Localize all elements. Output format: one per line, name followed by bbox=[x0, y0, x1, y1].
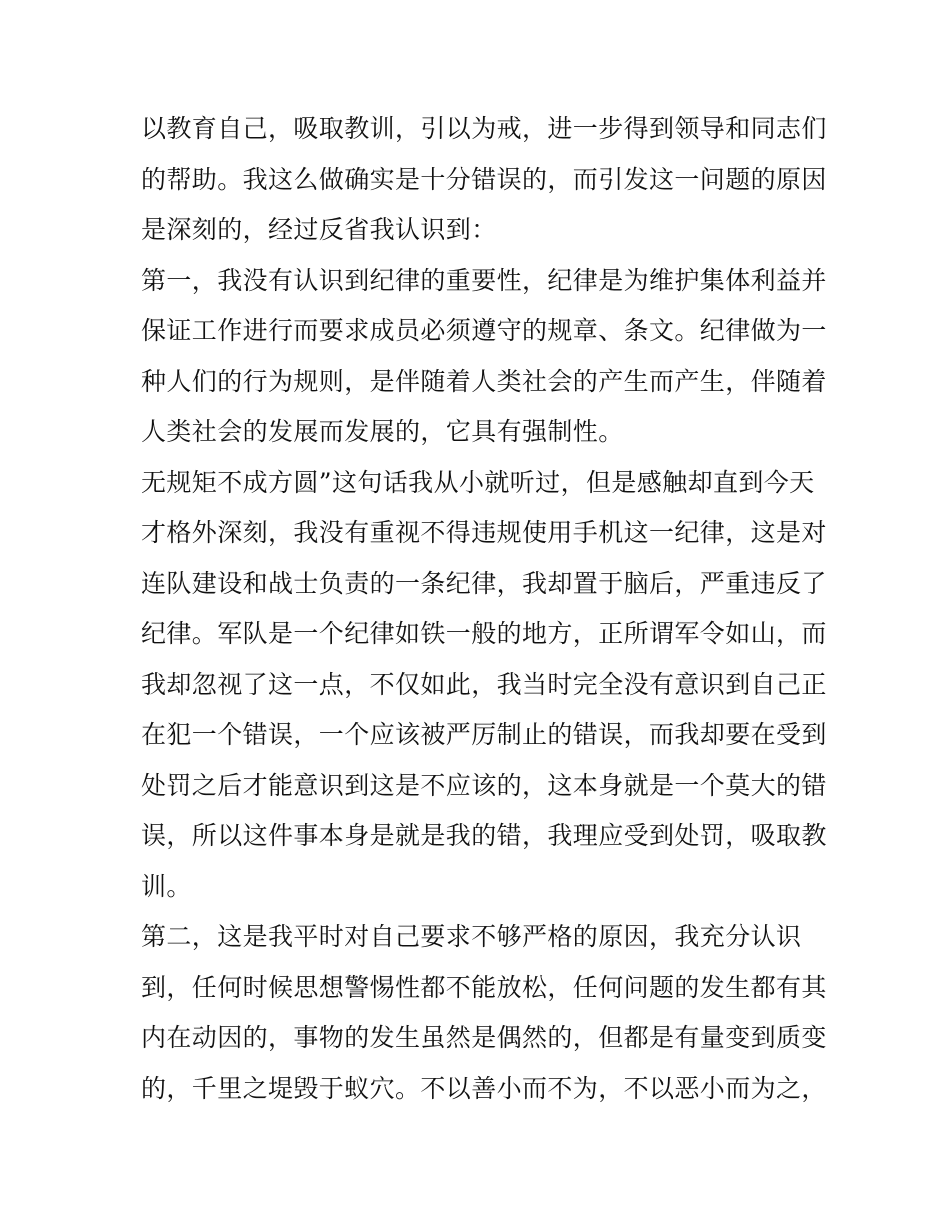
text-line: 的帮助。我这么做确实是十分错误的，而引发这一问题的原因 bbox=[141, 164, 827, 194]
text-line: 纪律。军队是一个纪律如铁一般的地方，正所谓军令如山，而 bbox=[141, 619, 827, 648]
text-line: 处罚之后才能意识到这是不应该的，这本身就是一个莫大的错 bbox=[141, 770, 827, 800]
text-line: 连队建设和战士负责的一条纪律，我却置于脑后，严重违反了 bbox=[141, 568, 827, 598]
text-line: 误，所以这件事本身是就是我的错，我理应受到处罚，吸取教 bbox=[141, 821, 827, 850]
text-line: 保证工作进行而要求成员必须遵守的规章、条文。纪律做为一 bbox=[141, 316, 827, 345]
body-text bbox=[141, 104, 831, 1114]
text-line: 在犯一个错误，一个应该被严厉制止的错误，而我却要在受到 bbox=[141, 720, 827, 749]
text-line: 种人们的行为规则，是伴随着人类社会的产生而产生，伴随着 bbox=[141, 366, 827, 396]
text-line: 才格外深刻，我没有重视不得违规使用手机这一纪律，这是对 bbox=[141, 518, 827, 547]
text-line: 无规矩不成方圆”这句话我从小就听过，但是感触却直到今天 bbox=[141, 467, 815, 497]
text-line: 以教育自己，吸取教训，引以为戒，进一步得到领导和同志们 bbox=[141, 114, 827, 143]
text-line: 是深刻的，经过反省我认识到： bbox=[141, 215, 497, 244]
text-line: 第二，这是我平时对自己要求不够严格的原因，我充分认识 bbox=[141, 922, 802, 951]
text-line: 到，任何时候思想警惕性都不能放松，任何问题的发生都有其 bbox=[141, 972, 827, 1002]
text-line: 训。 bbox=[141, 871, 192, 901]
text-line: 人类社会的发展而发展的，它具有强制性。 bbox=[141, 417, 624, 446]
text-line: 我却忽视了这一点，不仅如此，我当时完全没有意识到自己正 bbox=[141, 669, 827, 699]
text-line: 内在动因的，事物的发生虽然是偶然的，但都是有量变到质变 bbox=[141, 1023, 827, 1052]
text-line: 第一，我没有认识到纪律的重要性，纪律是为维护集体利益并 bbox=[141, 265, 827, 295]
text-line: 的，千里之堤毁于蚁穴。不以善小而不为，不以恶小而为之， bbox=[141, 1073, 827, 1103]
